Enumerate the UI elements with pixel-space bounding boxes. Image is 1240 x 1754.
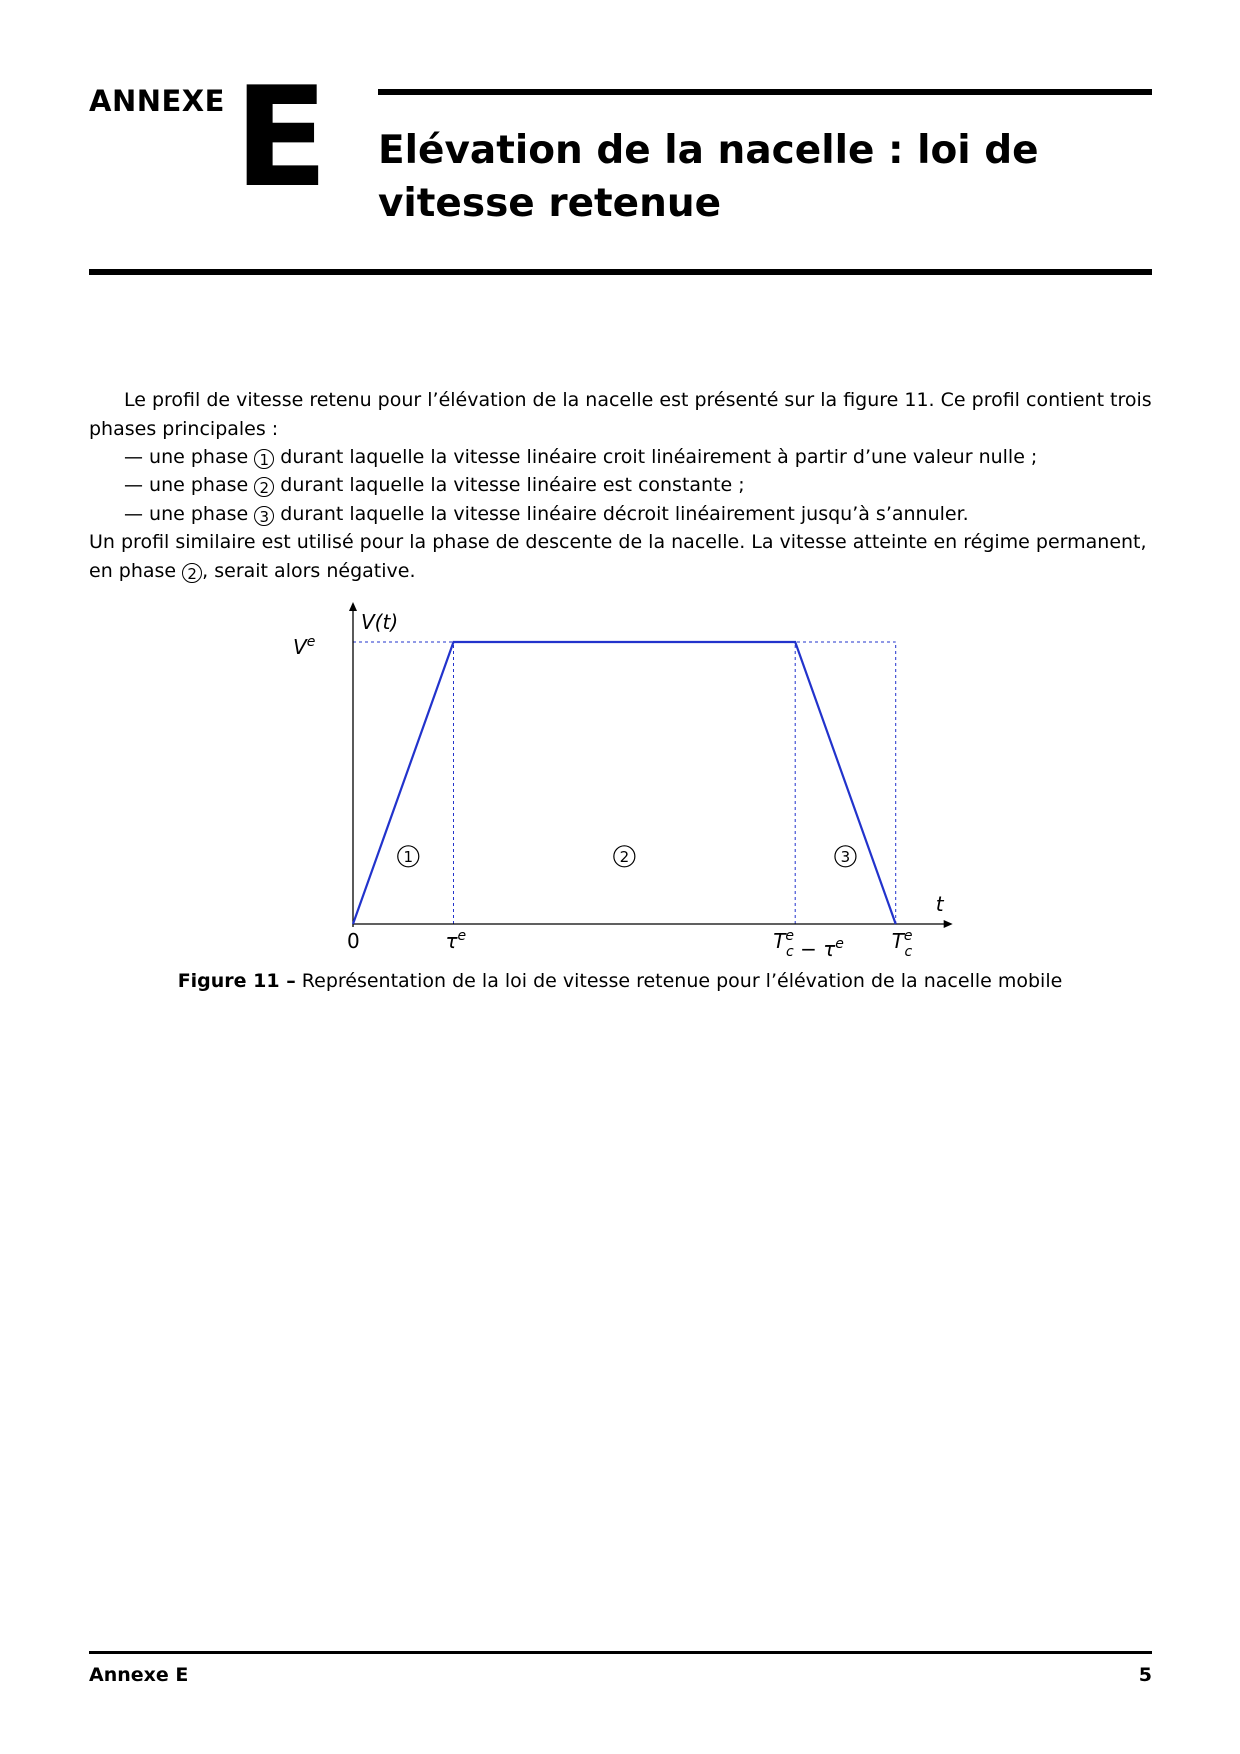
x-tick-label: $T^e$ $c - \tau^e$ [773,928,844,961]
x-tick-label: $T^e$ c [891,928,913,960]
list-item: — une phase 2 durant laquelle la vitesse linéaire est constante ; [124,474,745,497]
y-axis-label: V(t) [361,610,399,634]
phase-2-marker: 2 [254,477,274,497]
x-axis-arrow [944,920,953,928]
list-item: — une phase 1 durant laquelle la vitesse linéaire croit linéairement à partir d’une valeur nulle ; [124,446,1038,469]
phase-marker-label: 1 [403,847,414,866]
annexe-label: ANNEXE [89,84,225,118]
page-number: 5 [1138,1664,1152,1686]
y-tick-label: Ve [293,634,316,659]
outro-paragraph: Un profil similaire est utilisé pour la phase de descente de la nacelle. La vitesse atteinte en régime permanent, en phase 2 , serait alors négative. [89,531,1147,583]
caption-text: Représentation de la loi de vitesse retenue pour l’élévation de la nacelle mobile [301,970,1063,992]
annexe-letter: E [234,57,329,218]
phase-marker-label: 3 [840,847,851,866]
phase-2-marker: 2 [182,563,202,583]
y-axis-arrow [349,602,357,611]
phase-marker-label: 2 [619,847,630,866]
footer-rule [89,1651,1152,1654]
x-tick-label: $\tau^e$ [445,928,467,953]
phase-3-marker: 3 [254,506,274,526]
velocity-series-line [353,642,896,924]
x-axis-label: t [935,892,944,916]
list-item: — une phase 3 durant laquelle la vitesse linéaire décroit linéairement jusqu’à s’annuler. [124,503,969,526]
intro-text: Le profil de vitesse retenu pour l’élévation de la nacelle est présenté sur la figure 11. Ce profil contient trois phases principales : [89,389,1152,440]
figure-caption [0,970,1240,992]
chapter-title: Elévation de la nacelle : loi de vitesse retenue [378,128,1039,226]
caption-label: Figure 11 – [177,970,296,992]
x-tick-label: 0 [347,929,360,953]
phase-1-marker: 1 [254,449,274,469]
footer-left: Annexe E [89,1664,189,1686]
